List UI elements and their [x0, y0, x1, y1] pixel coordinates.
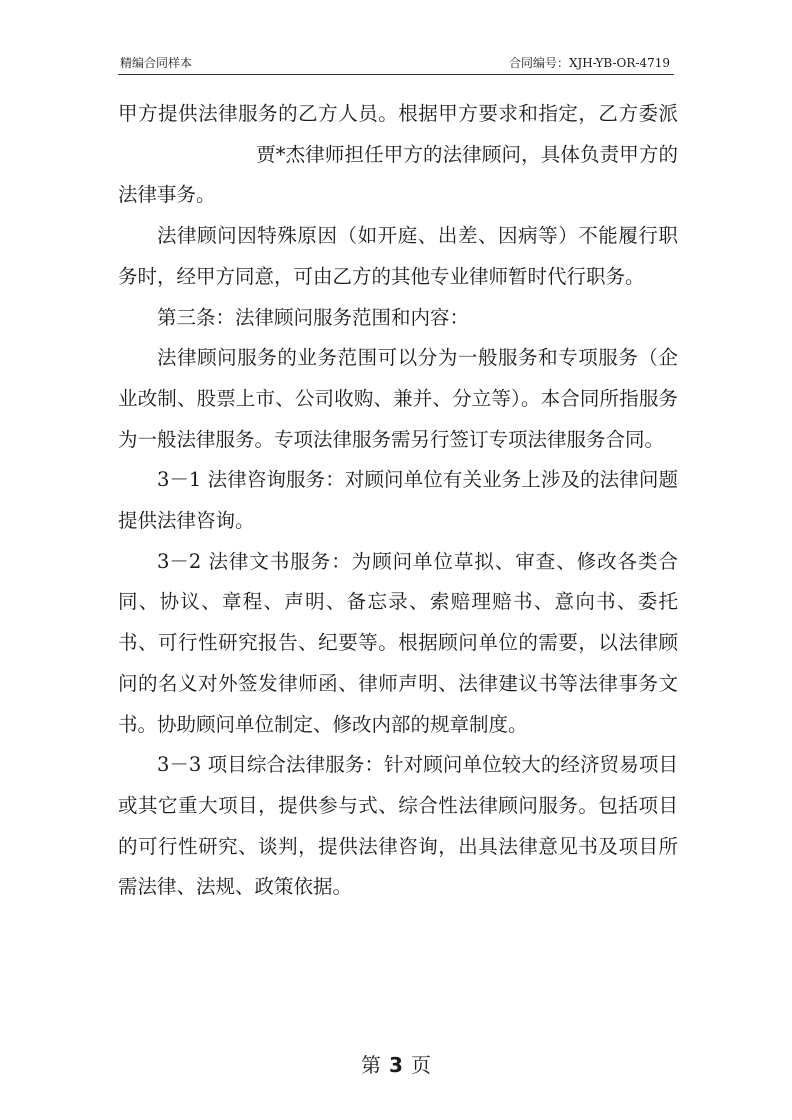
clause-3-1: 3－1 法律咨询服务：对顾问单位有关业务上涉及的法律问题提供法律咨询。 — [118, 468, 678, 533]
clause-3-2: 3－2 法律文书服务：为顾问单位草拟、审查、修改各类合同、协议、章程、声明、备忘录、索赔理赔书、意向书、委托书、可行性研究报告、纪要等。根据顾问单位的需要，以法律顾问的名义对外签发律师函、律师声明、法律建议书等法律事务文书。协助顾问单位制定、修改内部的规章制度。 — [118, 549, 678, 736]
section-heading: 第三条：法律顾问服务范围和内容： — [157, 305, 470, 329]
page-suffix: 页 — [410, 1053, 431, 1077]
page-number: 3 — [389, 1053, 403, 1077]
paragraph — [118, 94, 678, 216]
document-body — [118, 94, 678, 908]
clause-3-3: 3－3 项目综合法律服务：针对顾问单位较大的经济贸易项目或其它重大项目，提供参与式、综合性法律顾问服务。包括项目的可行性研究、谈判，提供法律咨询，出具法律意见书及项目所需法律、法规、政策依据。 — [118, 753, 678, 899]
paragraph-part: 甲方提供法律服务的乙方人员。根据甲方要求和指定，乙方委派 — [118, 102, 678, 125]
paragraph: 法律顾问服务的业务范围可以分为一般服务和专项服务（企业改制、股票上市、公司收购、兼并、分立等）。本合同所指服务为一般法律服务。专项法律服务需另行签订专项法律服务合同。 — [118, 346, 678, 451]
page-footer — [0, 1052, 792, 1078]
contract-number: 合同编号：XJH-YB-OR-4719 — [508, 56, 670, 70]
page-header — [118, 52, 674, 75]
header-left-title: 精编合同样本 — [120, 56, 193, 70]
paragraph-part: 贾*杰律师担任甲方的法律顾问，具体负责甲方的法律事务。 — [118, 142, 678, 207]
page-prefix: 第 — [361, 1053, 382, 1077]
paragraph: 法律顾问因特殊原因（如开庭、出差、因病等）不能履行职务时，经甲方同意，可由乙方的其他专业律师暂时代行职务。 — [118, 224, 678, 288]
